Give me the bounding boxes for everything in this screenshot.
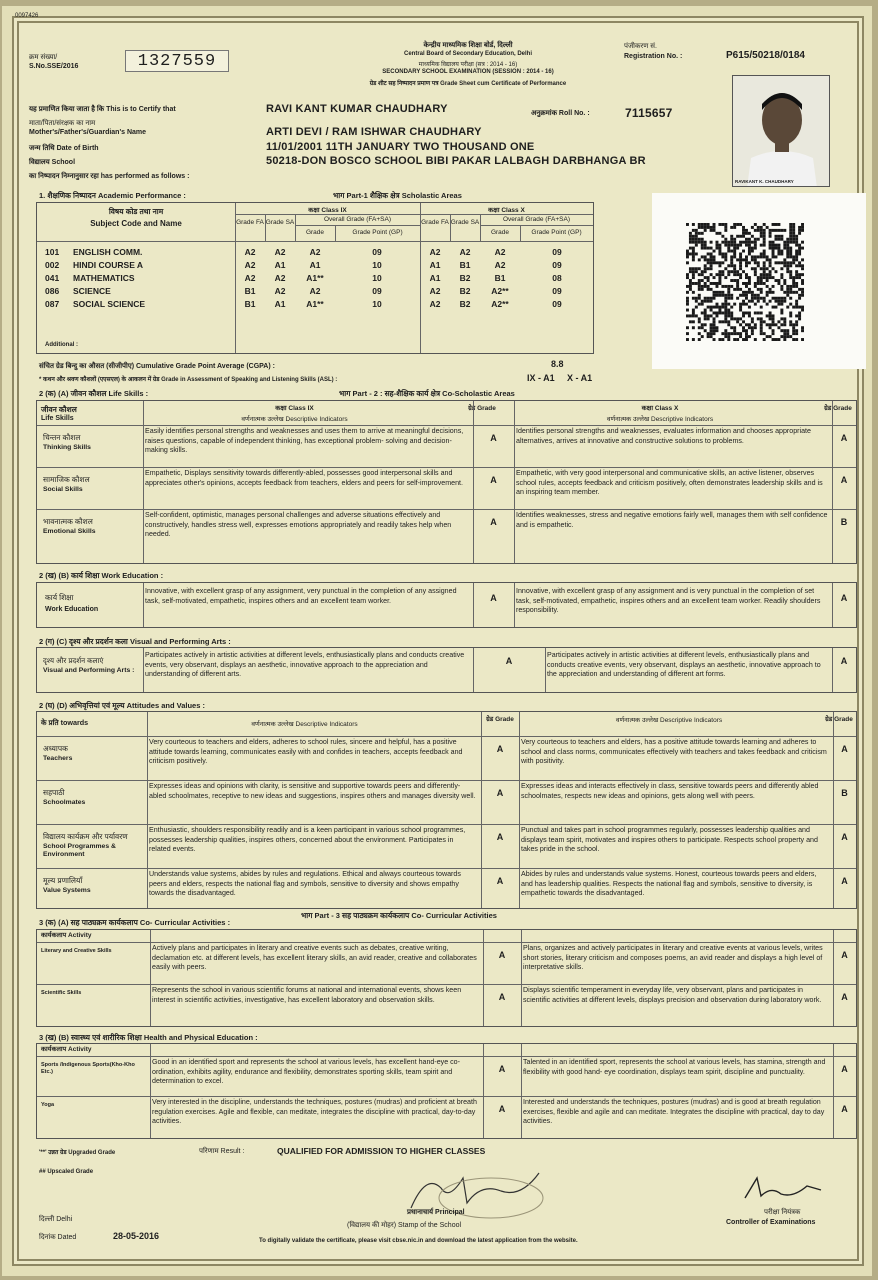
subject-code: 086 — [45, 286, 60, 296]
class10-grade-cell: 09 — [552, 247, 562, 257]
work-label-hindi: कार्य शिक्षा — [45, 593, 74, 602]
att-grade9-header: ग्रेड Grade — [486, 716, 514, 723]
class9-descriptor: Enthusiastic, shoulders responsibility readily and is a keen participant in various school programmes, possesses leadership qualities, inspires others, concerned about the environment. Participates in related events. — [149, 826, 466, 854]
health-table — [36, 1043, 857, 1139]
attitudes-label: 2 (घ) (D) अभिवृत्तियां एवं मूल्य Attitudes and Values : — [39, 701, 205, 710]
class9-grade: A — [498, 950, 506, 960]
row-label: Teachers — [43, 755, 73, 762]
class10-grade-cell: B2 — [459, 299, 471, 309]
class9-descriptor: Participates actively in artistic activities at different levels, enthusiastically plans and conducts creative events, very observant, displays an aesthetic, innovative approach to the appreciation and understanding of different arts. — [145, 651, 465, 679]
c9-grade-header: Grade — [305, 229, 325, 236]
life-class10-header: कक्षा Class X — [641, 405, 679, 412]
class9-grade-cell: A2 — [274, 273, 286, 283]
class10-descriptor: Interested and understands the techniques, postures (mudras) and is good at breath regulation exercises, flexible and agile and can meditate. Integrates the discipline with practical, day to day activities. — [523, 1098, 825, 1126]
c9-fa-header: Grade FA — [236, 219, 264, 226]
class10-grade-cell: A2 — [459, 247, 471, 257]
row-label: Value Systems — [43, 887, 91, 894]
att-col-header — [41, 718, 88, 728]
subject-name: SOCIAL SCIENCE — [73, 299, 146, 309]
dated-label: दिनांक Dated — [39, 1234, 77, 1241]
coscholastic-part-label: भाग Part - 2 : सह-शैक्षिक कार्य क्षेत्र Co-Scholastic Areas — [339, 389, 515, 398]
cocurricular-table — [36, 929, 857, 1027]
reg-hindi: पंजीकरण सं. — [624, 43, 657, 50]
dob-label: जन्म तिथि Date of Birth — [29, 145, 99, 152]
class9-grade-cell: A2 — [309, 247, 321, 257]
sno-value: 1327559 — [125, 50, 229, 72]
class9-grade-cell: A1 — [309, 260, 321, 270]
class9-grade: A — [490, 593, 497, 603]
asl-label: * कथन और श्रवण कौशलों (एएसएल) के आकलन में ग्रेड Grade in Assessment of Speaking and Listening Skills (ASL) : — [39, 377, 338, 383]
life-desc10-header: वर्णनात्मक उल्लेख Descriptive Indicators — [606, 416, 714, 423]
class10-descriptor: Participates actively in artistic activities at different levels, enthusiastically plans and conducts creative events, very observant, displays an aesthetic, innovative approach to the appreciation and understanding of different art forms. — [547, 651, 821, 679]
life-desc9-header: वर्णनात्मक उल्लेख Descriptive Indicators — [241, 416, 348, 423]
arts-label-hindi: दृश्य और प्रदर्शन कलाएं — [43, 656, 104, 665]
class10-grade: A — [840, 593, 848, 603]
row-label: Social Skills — [43, 486, 83, 493]
class10-grade: A — [841, 876, 848, 886]
scholastic-part-label: भाग Part-1 शैक्षिक क्षेत्र Scholastic Areas — [333, 191, 462, 200]
upscaled-note: ## Upscaled Grade — [39, 1169, 94, 1175]
asl-ix: IX - A1 — [527, 373, 555, 383]
class9-grade-cell: 10 — [372, 273, 382, 283]
class9-descriptor: Empathetic, Displays sensitivity towards differently-abled, possesses good interpersonal skills and appreciates other's opinions, accepts feedback from teachers, elders and peers for self-improvement. — [145, 469, 463, 487]
result-label: परिणाम Result : — [199, 1148, 245, 1155]
subject-name: HINDI COURSE A — [73, 260, 144, 270]
class9-grade-cell: B1 — [244, 286, 256, 296]
class9-grade-cell: A1 — [274, 299, 286, 309]
class10-descriptor: Plans, organizes and actively participates in literary and creative events at various levels, writes short stories, literary criticism and composes poems, an avid reader and displays a high level of interpretative skills. — [523, 944, 823, 972]
school-label: विद्यालय School — [29, 159, 76, 166]
subject-header: Subject Code and Name — [90, 219, 182, 228]
result-value: QUALIFIED FOR ADMISSION TO HIGHER CLASSES — [277, 1146, 486, 1156]
class10-grade-cell: A2** — [491, 286, 509, 296]
row-label: School Programmes & Environment — [43, 843, 116, 858]
class9-descriptor: Expresses ideas and opinions with clarity, is sensitive and supportive towards peers and differently-abled schoolmates, receptive to new ideas and suggestions, inspires others and manages diversity well. — [149, 782, 476, 800]
row-label: Scientific Skills — [41, 990, 82, 996]
qr-code — [652, 193, 866, 369]
controller-label: Controller of Examinations — [726, 1219, 816, 1226]
row-label-hindi: सामाजिक कौशल — [43, 475, 90, 484]
c10-grade-header: Grade — [490, 229, 510, 236]
school-stamp-label: (विद्यालय की मोहर) Stamp of the School — [347, 1222, 462, 1229]
class10-grade-cell: 08 — [552, 273, 562, 283]
subject-code: 041 — [45, 273, 60, 283]
work-education-table — [36, 582, 857, 628]
performed-label: का निष्पादन निम्नानुसार रहा has performed as follows : — [29, 173, 190, 180]
life-class9-header: कक्षा Class IX — [275, 405, 314, 412]
class9-descriptor: Actively plans and participates in literary and creative events such as debates, creative writing, declamation etc. at different levels, has excellent literary skills, an avid reader, creative and collaborates easily with peers. — [152, 944, 477, 972]
upgraded-note: '**' उन्नत ग्रेड Upgraded Grade — [39, 1150, 116, 1156]
class9-grade: A — [490, 433, 497, 443]
class9-grade-cell: A1 — [274, 260, 286, 270]
c10-gp-header: Grade Point (GP) — [531, 229, 582, 236]
class10-grade-cell: B1 — [494, 273, 506, 283]
subject-name: SCIENCE — [73, 286, 111, 296]
document-title: ग्रेड शीट सह निष्पादन प्रमाण पत्र Grade Sheet cum Certificate of Performance — [369, 81, 567, 87]
class10-descriptor: Innovative, with excellent grasp of any assignment and is very punctual in the completion of set task, self-motivated, empathetic, inspires others and an excellent team worker. Readily shoulders responsibility. — [516, 587, 821, 615]
row-label: Schoolmates — [43, 799, 86, 806]
cc-activity-header: कार्यकलाप Activity — [41, 932, 92, 939]
class9-grade-cell: A1** — [306, 299, 324, 309]
attitudes-table — [36, 711, 857, 909]
class9-grade-cell: A2 — [244, 260, 256, 270]
class10-descriptor: Very courteous to teachers and elders, has a positive attitude towards learning and adheres to school and class norms, communicates effectively with teachers and takes feedback and criticism with positivity. — [521, 738, 827, 766]
c10-sa-header: Grade SA — [450, 219, 480, 226]
arts-label: 2 (ग) (C) दृश्य और प्रदर्शन कला Visual and Performing Arts : — [39, 637, 231, 646]
class10-grade-cell: A2 — [494, 260, 506, 270]
roll-value: 7115657 — [625, 106, 673, 120]
class9-header: कक्षा Class IX — [308, 207, 347, 214]
class9-grade-cell: A1** — [306, 273, 324, 283]
c9-sa-header: Grade SA — [265, 219, 295, 226]
row-label-hindi: सहपाठी — [43, 788, 65, 797]
class10-grade: A — [841, 1104, 848, 1114]
class10-grade: A — [840, 475, 848, 485]
row-label: Literary and Creative Skills — [41, 948, 112, 954]
certify-label: यह प्रमाणित किया जाता है कि This is to Certify that — [29, 106, 176, 113]
certificate-frame — [12, 13, 864, 1266]
cocurricular-part-label: भाग Part - 3 सह पाठ्यक्रम कार्यकलाप Co- Curricular Activities — [301, 911, 497, 920]
class10-grade-cell: 09 — [552, 299, 562, 309]
class9-descriptor: Innovative, with excellent grasp of any assignment, very punctual in the completion of any assigned task, self-motivated, empathetic, inspires others and an excellent team worker. — [145, 587, 457, 605]
class9-grade-cell: 09 — [372, 286, 382, 296]
class10-descriptor: Displays scientific temperament in everyday life, very observant, plans and participates in scientific activities at different levels, displays precision and observation during laboratory work. — [523, 986, 822, 1004]
row-label-hindi: अध्यापक — [43, 744, 68, 753]
reg-label: Registration No. : — [624, 53, 683, 60]
class9-grade-cell: 10 — [372, 299, 382, 309]
row-label: Emotional Skills — [43, 528, 96, 535]
arts-table — [36, 647, 857, 693]
class10-grade-cell: B2 — [459, 273, 471, 283]
class10-grade: A — [841, 992, 848, 1002]
subject-header-hindi: विषय कोड तथा नाम — [108, 207, 164, 216]
verify-note: To digitally validate the certificate, please visit cbse.nic.in and download the latest application from the website. — [259, 1238, 578, 1244]
dated-value: 28-05-2016 — [113, 1231, 160, 1241]
principal-label: प्रधानाचार्य Principal — [407, 1209, 465, 1216]
student-photo — [732, 75, 830, 187]
class10-descriptor: Expresses ideas and interacts effectively in class, sensitive towards peers and differently abled schoolmates, respects new ideas and opinions, gets along well with peers. — [521, 782, 819, 800]
class9-grade: A — [498, 992, 506, 1002]
class9-grade: A — [498, 1104, 506, 1114]
class9-descriptor: Very interested in the discipline, understands the techniques, postures (mudras) and proficient at breath regulation exercises. Agile and flexible, can meditate, integrates the discipline with practical, day-to-day activities. — [152, 1098, 477, 1126]
class10-header: कक्षा Class X — [488, 207, 525, 214]
class10-grade: A — [841, 744, 848, 754]
row-label-hindi: भावनात्मक कौशल — [43, 517, 93, 526]
life-skill-col-hindi: जीवन कौशल — [41, 405, 77, 414]
subject-code: 087 — [45, 299, 60, 309]
class9-grade: A — [496, 876, 504, 886]
subject-code: 002 — [45, 260, 60, 270]
class10-descriptor: Abides by rules and understands value systems. Honest, courteous towards peers and elders, and has leadership qualities. Respects the national flag and symbols, sensitive to diversity, is empathetic towards the disadvantaged. — [521, 870, 817, 898]
parent-value: ARTI DEVI / RAM ISHWAR CHAUDHARY — [266, 126, 482, 138]
cgpa-label: संचित ग्रेड बिन्दु का औसत (सीजीपीए) Cumulative Grade Point Average (CGPA) : — [39, 363, 275, 370]
class10-descriptor: Talented in an identified sport, represents the school at various levels, has stamina, strength and flexibility with good hand- eye coordination, displays team spirit, discipline and punctuality. — [523, 1058, 826, 1076]
class10-grade: A — [840, 433, 848, 443]
class9-descriptor: Understands value systems, abides by rules and regulations. Ethical and always courteous towards peers and elders, respects the national flag and symbols, sensitive to diversity and shows empathy towards the disadvantaged. — [149, 870, 461, 898]
class9-grade-cell: 10 — [372, 260, 382, 270]
att-desc9-header: वर्णनात्मक उल्लेख Descriptive Indicators — [251, 721, 358, 728]
life-grade10-header: ग्रेड Grade — [824, 405, 852, 412]
life-grade9-header: ग्रेड Grade — [468, 405, 496, 412]
work-label: Work Education — [45, 606, 99, 613]
school-value: 50218-DON BOSCO SCHOOL BIBI PAKAR LALBAGH DARBHANGA BR — [266, 155, 646, 167]
additional-label: Additional : — [45, 342, 78, 348]
row-label-hindi: मूल्य प्रणालियाँ — [43, 876, 83, 885]
certificate-page — [2, 6, 872, 1276]
class10-grade: A — [840, 656, 848, 666]
class9-grade-cell: A2 — [309, 286, 321, 296]
dob-value: 11/01/2001 11TH JANUARY TWO THOUSAND ONE — [266, 141, 535, 153]
academic-section-label: 1. शैक्षणिक निष्पादन Academic Performance : — [39, 191, 186, 200]
health-label: 3 (ख) (B) स्वास्थ्य एवं शारीरिक शिक्षा Health and Physical Education : — [39, 1033, 258, 1042]
life-skills-label: 2 (क) (A) जीवन कौशल Life Skills : — [39, 389, 149, 398]
roll-label: अनुक्रमांक Roll No. : — [531, 110, 590, 117]
class9-grade: A — [498, 1064, 506, 1074]
class9-descriptor: Self-confident, optimistic, manages personal challenges and adverse situations effectively and constructively, handles stress well, expresses emotions appropriately and readily takes help when needed. — [145, 511, 452, 539]
corner-number: 0097426 — [15, 13, 39, 19]
row-label: Yoga — [41, 1102, 55, 1108]
class9-grade-cell: A2 — [244, 273, 256, 283]
controller-hindi: परीक्षा नियंत्रक — [764, 1209, 801, 1216]
class10-descriptor: Identifies personal strengths and weaknesses, evaluates information and chooses appropriate alternatives, arrives at innovative and constructive solutions to problems. — [516, 427, 811, 445]
row-label: Sports /Indigenous Sports(Kho-Kho Etc.) — [41, 1062, 135, 1075]
reg-value: P615/50218/0184 — [726, 50, 805, 61]
class10-grade: A — [841, 832, 848, 842]
subject-code: 101 — [45, 247, 60, 257]
class9-grade-cell: A2 — [274, 286, 286, 296]
life-skills-table — [36, 400, 857, 564]
class10-grade: A — [841, 950, 848, 960]
c10-overall-header: Overall Grade (FA+SA) — [502, 216, 570, 223]
class9-descriptor: Very courteous to teachers and elders, adheres to school rules, sincere and helpful, has a positive attitude towards learning, communicates easily with and confides in teachers, accepts feedback and criticism positively. — [149, 738, 463, 766]
class9-grade-cell: A2 — [274, 247, 286, 257]
scholastic-table — [36, 202, 594, 354]
c9-gp-header: Grade Point (GP) — [352, 229, 403, 236]
asl-x: X - A1 — [567, 373, 593, 383]
parent-label: Mother's/Father's/Guardian's Name — [29, 129, 147, 136]
class9-grade: A — [496, 788, 504, 798]
class9-grade: A — [490, 517, 497, 527]
class10-grade-cell: A2 — [494, 247, 506, 257]
principal-signature-icon — [371, 1153, 571, 1223]
row-label-hindi: चिन्तन कौशल — [43, 433, 81, 442]
class10-grade-cell: B1 — [459, 260, 471, 270]
c9-overall-header: Overall Grade (FA+SA) — [323, 216, 391, 223]
class9-descriptor: Represents the school in various scientific forums at national and international events, shows keen interest in scientific activities, investigative, has excellent laboratory and observation skills. — [152, 986, 462, 1004]
subject-name: MATHEMATICS — [73, 273, 135, 283]
controller-signature-icon — [737, 1168, 827, 1208]
board-english: Central Board of Secondary Education, Delhi — [403, 51, 533, 57]
class9-descriptor: Good in an identified sport and represents the school at various levels, has excellent hand-eye co-ordination, exhibits agility, endurance and flexibility, demonstrates sporting skills, team spirit and determination to excel. — [152, 1058, 460, 1086]
work-education-label: 2 (ख) (B) कार्य शिक्षा Work Education : — [39, 571, 164, 580]
class10-grade-cell: 09 — [552, 286, 562, 296]
class9-grade-cell: B1 — [244, 299, 256, 309]
class10-grade-cell: 09 — [552, 260, 562, 270]
class9-grade: A — [496, 832, 504, 842]
arts-label: Visual and Performing Arts : — [43, 667, 135, 674]
class10-grade-cell: A2** — [491, 299, 509, 309]
subject-name: ENGLISH COMM. — [73, 247, 143, 257]
att-col-hindi: के प्रति — [41, 718, 59, 727]
class10-grade-cell: B2 — [459, 286, 471, 296]
exam-english: SECONDARY SCHOOL EXAMINATION (SESSION : 2014 - 16) — [382, 69, 554, 75]
row-label: Thinking Skills — [43, 444, 91, 451]
cocurricular-label: 3 (क) (A) सह पाठ्यक्रम कार्यकलाप Co- Curricular Activities : — [39, 918, 231, 927]
class10-grade-cell: A2 — [429, 299, 441, 309]
class10-grade-cell: A2 — [429, 247, 441, 257]
sno-label: S.No.SSE/2016 — [29, 63, 79, 70]
class10-grade-cell: A1 — [429, 273, 441, 283]
exam-hindi: माध्यमिक विद्यालय परीक्षा (सत्र : 2014 - 16) — [418, 62, 518, 68]
class10-descriptor: Punctual and takes part in school programmes regularly, possesses leadership qualities and displays team spirit, motivates and inspires others to participate. Respects school property and takes pride in the school. — [521, 826, 818, 854]
class10-grade-cell: A1 — [429, 260, 441, 270]
life-skill-col: Life Skills — [41, 415, 74, 422]
class9-grade-cell: 09 — [372, 247, 382, 257]
att-grade10-header: ग्रेड Grade — [825, 716, 853, 723]
board-hindi: केन्द्रीय माध्यमिक शिक्षा बोर्ड, दिल्ली — [423, 42, 513, 49]
student-name: RAVI KANT KUMAR CHAUDHARY — [266, 103, 448, 115]
cgpa-value: 8.8 — [551, 359, 564, 369]
sno-hindi: क्रम संख्या/ — [29, 54, 58, 61]
class9-grade: A — [496, 744, 504, 754]
c10-fa-header: Grade FA — [421, 219, 449, 226]
class9-grade: A — [490, 475, 497, 485]
class10-descriptor: Identifies weaknesses, stress and negative emotions fairly well, manages them with self confidence and is empathetic. — [516, 511, 828, 529]
att-col-english: towards — [60, 718, 89, 727]
parent-hindi: माता/पिता/संरक्षक का नाम — [29, 120, 96, 127]
photo-caption: RAVIKANT K. CHAUDHARY — [735, 179, 794, 184]
hp-activity-header: कार्यकलाप Activity — [41, 1046, 92, 1053]
att-desc10-header: वर्णनात्मक उल्लेख Descriptive Indicators — [615, 717, 723, 724]
class9-grade-cell: A2 — [244, 247, 256, 257]
class10-grade-cell: A2 — [429, 286, 441, 296]
class10-grade: B — [841, 788, 848, 798]
class10-grade: B — [840, 517, 848, 527]
class9-grade: A — [505, 656, 513, 666]
place-label: दिल्ली Delhi — [39, 1216, 73, 1223]
class10-grade: A — [841, 1064, 848, 1074]
class10-descriptor: Empathetic, with very good interpersonal and communicative skills, an active listener, observes school rules, accepts feedback and criticism positively, often demonstrates leadership skills and is an inspiring team member. — [516, 469, 823, 497]
row-label-hindi: विद्यालय कार्यक्रम और पर्यावरण — [43, 832, 128, 841]
class9-descriptor: Easily identifies personal strengths and weaknesses and uses them to arrive at meaningful decisions, raises questions, capable of independent thinking, has exceptional problem- solving and decision- making skills. — [145, 427, 464, 455]
